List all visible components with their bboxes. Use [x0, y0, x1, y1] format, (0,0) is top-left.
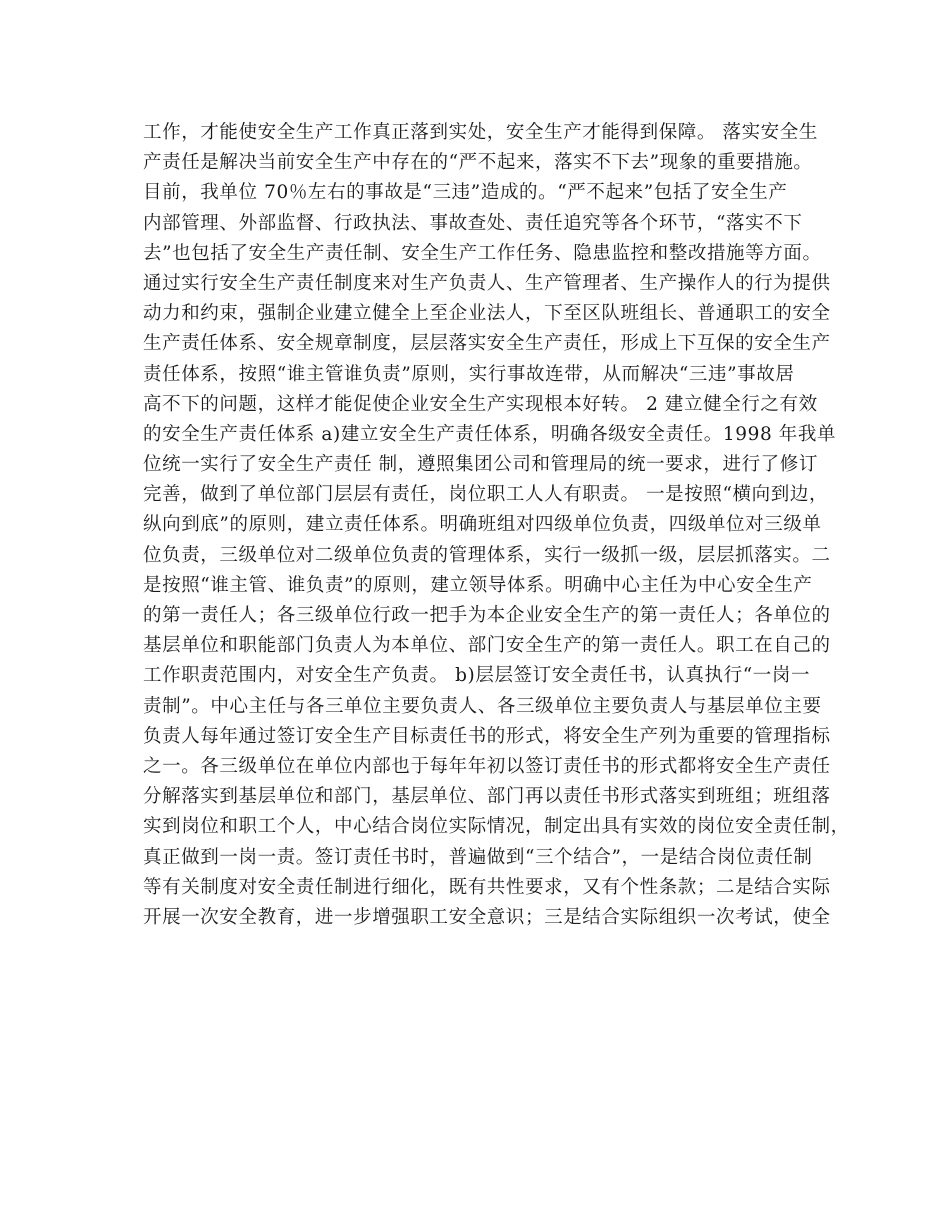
text-line: 目前，我单位 70％左右的事故是“三违”造成的。“严不起来”包括了安全生产 — [143, 182, 788, 204]
text-line: 高不下的问题，这样才能促使企业安全生产实现根本好转。 2 建立健全行之有效 — [143, 393, 818, 415]
text-line: 是按照“谁主管、谁负责”的原则，建立领导体系。明确中心主任为中心安全生产 — [143, 574, 813, 596]
text-line: 产责任是解决当前安全生产中存在的“严不起来，落实不下去”现象的重要措施。 — [143, 152, 813, 174]
text-line: 内部管理、外部监督、行政执法、事故查处、责任追究等各个环节，“落实不下 — [143, 212, 803, 234]
text-line: 纵向到底”的原则，建立责任体系。明确班组对四级单位负责，四级单位对三级单 — [143, 514, 822, 536]
text-line: 责任体系，按照“谁主管谁负责”原则，实行事故连带，从而解决“三违”事故居 — [143, 363, 795, 385]
text-line: 开展一次安全教育，进一步增强职工安全意识；三是结合实际组织一次考试，使全 — [143, 906, 831, 928]
text-line: 完善，做到了单位部门层层有责任，岗位职工人人有职责。 一是按照“横向到边， — [143, 484, 829, 506]
text-line: 之一。各三级单位在单位内部也于每年年初以签订责任书的形式都将安全生产责任 — [143, 755, 831, 777]
text-line: 真正做到一岗一责。签订责任书时，普遍做到“三个结合”，一是结合岗位责任制 — [143, 846, 813, 868]
text-line: 等有关制度对安全责任制进行细化，既有共性要求，又有个性条款；二是结合实际 — [143, 876, 831, 898]
text-line: 去”也包括了安全生产责任制、安全生产工作任务、隐患监控和整改措施等方面。 — [143, 242, 822, 264]
text-line: 位负责，三级单位对二级单位负责的管理体系，实行一级抓一级，层层抓落实。二 — [143, 544, 831, 566]
text-line: 实到岗位和职工个人，中心结合岗位实际情况，制定出具有实效的岗位安全责任制， — [143, 816, 850, 838]
body-text — [143, 118, 850, 933]
text-line: 的安全生产责任体系 a)建立安全生产责任体系，明确各级安全责任。1998 年我单 — [143, 423, 837, 445]
text-line: 动力和约束，强制企业建立健全上至企业法人，下至区队班组长、普通职工的安全 — [143, 303, 831, 325]
text-line: 的第一责任人；各三级单位行政一把手为本企业安全生产的第一责任人；各单位的 — [143, 605, 831, 626]
text-line: 工作职责范围内，对安全生产负责。 b)层层签订安全责任书，认真执行“一岗一 — [143, 665, 811, 687]
text-line: 位统一实行了安全生产责任 制，遵照集团公司和管理局的统一要求，进行了修订 — [143, 454, 818, 476]
text-line: 责制”。中心主任与各三单位主要负责人、各三级单位主要负责人与基层单位主要 — [143, 695, 822, 717]
text-line: 基层单位和职能部门负责人为本单位、部门安全生产的第一责任人。职工在自己的 — [143, 635, 831, 657]
text-line: 分解落实到基层单位和部门，基层单位、部门再以责任书形式落实到班组；班组落 — [143, 786, 831, 808]
text-line: 通过实行安全生产责任制度来对生产负责人、生产管理者、生产操作人的行为提供 — [143, 272, 831, 294]
text-line: 生产责任体系、安全规章制度，层层落实安全生产责任，形成上下互保的安全生产 — [143, 333, 831, 355]
text-line: 工作，才能使安全生产工作真正落到实处，安全生产才能得到保障。 落实安全生 — [143, 122, 818, 143]
text-line: 负责人每年通过签订安全生产目标责任书的形式，将安全生产列为重要的管理指标 — [143, 725, 831, 747]
